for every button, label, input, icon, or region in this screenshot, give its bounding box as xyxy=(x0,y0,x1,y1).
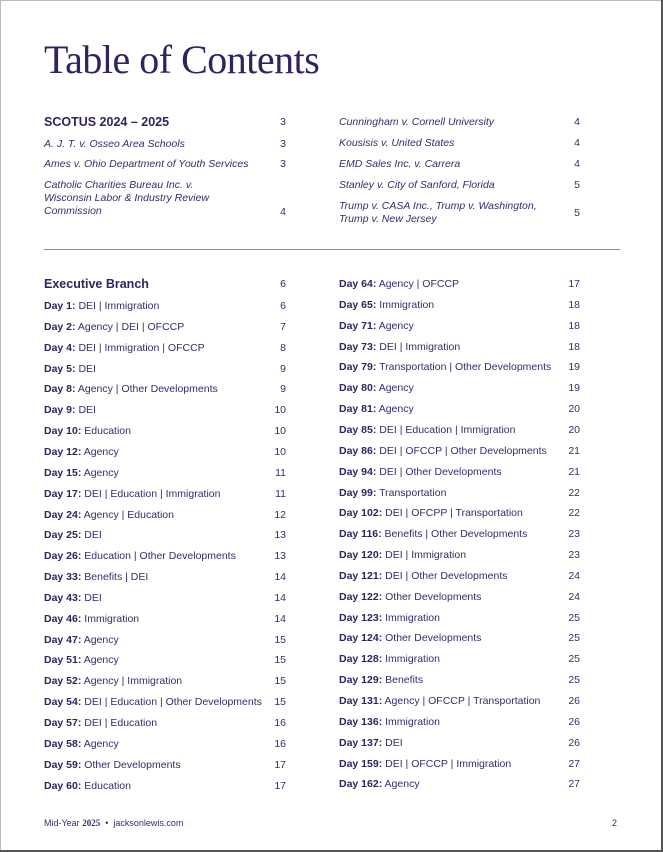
entry-topics: Agency xyxy=(83,654,119,667)
toc-entry-day[interactable] xyxy=(44,550,289,564)
entry-topics: DEI | Education | Immigration xyxy=(84,487,221,500)
entry-label xyxy=(44,300,159,313)
entry-topics: Agency | Immigration xyxy=(83,675,183,688)
footer-publication xyxy=(44,818,183,828)
section-divider xyxy=(44,249,620,250)
toc-entry-day[interactable] xyxy=(44,717,289,731)
footer-page-number: 2 xyxy=(612,818,618,828)
entry-page: 4 xyxy=(574,116,580,128)
entry-label xyxy=(339,632,481,645)
entry-day: Day 8: xyxy=(44,383,76,396)
entry-topics: DEI | Immigration | OFCCP xyxy=(78,341,205,354)
entry-page: 16 xyxy=(274,737,286,750)
toc-entry-day[interactable] xyxy=(44,675,289,689)
entry-day: Day 47: xyxy=(44,633,82,646)
entry-page: 13 xyxy=(274,550,286,563)
entry-topics: Education xyxy=(84,779,131,792)
entry-day: Day 58: xyxy=(44,737,82,750)
entry-day: Day 120: xyxy=(339,549,383,562)
entry-page: 23 xyxy=(568,549,580,562)
entry-day: Day 52: xyxy=(44,675,82,688)
entry-label: Kousisis v. United States xyxy=(339,137,455,149)
entry-topics: Agency xyxy=(378,382,414,395)
toc-entry-day[interactable] xyxy=(339,674,584,688)
entry-page: 16 xyxy=(274,717,286,729)
entry-page: 15 xyxy=(274,696,286,709)
entry-topics: Immigration xyxy=(385,715,440,728)
entry-day: Day 137: xyxy=(339,736,383,749)
toc-entry-day[interactable] xyxy=(339,299,584,313)
entry-page: 10 xyxy=(274,445,286,458)
toc-entry-day[interactable] xyxy=(339,424,584,438)
entry-topics: Other Developments xyxy=(385,632,482,645)
entry-page: 25 xyxy=(568,632,580,645)
entry-topics: DEI | Immigration xyxy=(385,549,467,562)
entry-page: 10 xyxy=(274,404,286,417)
entry-topics: Agency | OFCCP | Transportation xyxy=(384,695,541,707)
toc-entry-day[interactable] xyxy=(44,613,289,627)
entry-page: 8 xyxy=(280,341,286,354)
entry-page: 19 xyxy=(568,361,580,374)
entry-label xyxy=(44,654,119,667)
footer-year: 2025 xyxy=(82,818,101,828)
entry-label xyxy=(339,445,547,458)
entry-page: 20 xyxy=(568,423,580,436)
toc-entry[interactable] xyxy=(44,158,289,172)
entry-label xyxy=(44,675,182,688)
entry-day: Day 57: xyxy=(44,717,82,729)
entry-day: Day 1: xyxy=(44,300,76,312)
entry-day: Day 128: xyxy=(339,653,383,666)
toc-entry-day[interactable] xyxy=(44,383,289,397)
toc-entry-day[interactable] xyxy=(339,778,584,792)
footer-site-link[interactable]: jacksonlewis.com xyxy=(113,818,184,828)
entry-topics: Transportation xyxy=(379,486,447,499)
toc-entry-day[interactable] xyxy=(44,488,289,502)
entry-page: 27 xyxy=(568,778,580,791)
entry-day: Day 73: xyxy=(339,340,377,353)
toc-entry-day[interactable] xyxy=(339,487,584,501)
entry-page: 24 xyxy=(568,569,580,582)
entry-day: Day 17: xyxy=(44,487,82,500)
entry-page: 25 xyxy=(568,674,580,687)
entry-page: 18 xyxy=(568,340,580,353)
entry-day: Day 85: xyxy=(339,423,377,436)
entry-topics: DEI | Education | Other Developments xyxy=(84,696,262,709)
entry-page: 21 xyxy=(568,444,580,457)
entry-page: 10 xyxy=(274,425,286,438)
toc-entry-day[interactable] xyxy=(339,528,584,542)
entry-day: Day 99: xyxy=(339,486,377,499)
entry-page: 9 xyxy=(280,362,286,375)
entry-label xyxy=(44,759,181,772)
toc-entry[interactable] xyxy=(339,158,584,172)
entry-topics: DEI xyxy=(78,404,96,417)
entry-page: 4 xyxy=(280,206,286,218)
entry-topics: Immigration xyxy=(379,298,435,311)
toc-entry[interactable] xyxy=(339,116,584,130)
entry-label xyxy=(339,320,414,333)
toc-entry-day[interactable] xyxy=(339,758,584,772)
entry-label xyxy=(44,613,139,626)
entry-topics: Agency xyxy=(83,445,119,458)
entry-label: Catholic Charities Bureau Inc. v. Wisconsin Labor & Industry Review Commission xyxy=(44,179,210,217)
entry-label xyxy=(44,363,96,376)
entry-label xyxy=(44,467,119,480)
entry-label xyxy=(339,424,515,437)
entry-day: Day 64: xyxy=(339,278,377,290)
entry-topics: Agency xyxy=(378,319,414,332)
toc-entry-day[interactable] xyxy=(44,696,289,710)
entry-label xyxy=(44,321,184,334)
entry-page: 25 xyxy=(568,611,580,624)
entry-day: Day 124: xyxy=(339,632,383,645)
entry-label xyxy=(44,696,262,709)
entry-page: 4 xyxy=(574,158,580,170)
entry-label xyxy=(339,549,466,562)
entry-day: Day 131: xyxy=(339,695,383,707)
entry-day: Day 159: xyxy=(339,757,383,770)
entry-label xyxy=(339,591,481,604)
entry-label xyxy=(339,341,460,354)
entry-topics: DEI xyxy=(385,736,403,749)
entry-label xyxy=(339,507,523,520)
entry-day: Day 79: xyxy=(339,361,377,374)
footer-separator: • xyxy=(105,818,109,828)
entry-label xyxy=(44,634,119,647)
toc-entry-day[interactable] xyxy=(339,716,584,730)
toc-entry-day[interactable] xyxy=(339,278,584,292)
toc-entry-day[interactable] xyxy=(339,570,584,584)
entry-label: A. J. T. v. Osseo Area Schools xyxy=(44,138,185,150)
toc-entry-day[interactable] xyxy=(44,467,289,481)
entry-page: 21 xyxy=(568,465,580,478)
entry-topics: DEI | OFCCP | Immigration xyxy=(385,757,512,770)
entry-day: Day 26: xyxy=(44,550,82,563)
entry-day: Day 65: xyxy=(339,298,377,311)
entry-topics: Agency xyxy=(384,778,420,791)
toc-entry[interactable] xyxy=(44,179,289,221)
toc-section-scotus[interactable] xyxy=(44,116,289,132)
toc-entry-day[interactable] xyxy=(339,382,584,396)
entry-topics: DEI | Other Developments xyxy=(385,569,508,582)
toc-section-executive-branch[interactable] xyxy=(44,278,289,294)
toc-entry[interactable] xyxy=(339,179,584,193)
entry-page: 19 xyxy=(568,382,580,395)
entry-topics: DEI | OFCPP | Transportation xyxy=(385,507,523,520)
section-page: 6 xyxy=(280,278,286,290)
entry-topics: Benefits | Other Developments xyxy=(384,528,528,541)
entry-label xyxy=(44,717,157,730)
entry-label xyxy=(44,550,236,563)
entry-topics: Agency xyxy=(378,403,414,416)
entry-label xyxy=(339,403,414,416)
entry-day: Day 2: xyxy=(44,320,76,333)
entry-page: 17 xyxy=(274,779,286,792)
entry-day: Day 51: xyxy=(44,654,82,667)
entry-page: 13 xyxy=(274,529,286,542)
entry-page: 23 xyxy=(568,528,580,541)
entry-topics: DEI | Immigration xyxy=(78,300,160,312)
toc-entry-day[interactable] xyxy=(339,653,584,667)
entry-label xyxy=(339,737,403,750)
entry-topics: Agency | Education xyxy=(83,508,174,521)
section-page: 3 xyxy=(280,116,286,128)
entry-day: Day 46: xyxy=(44,612,82,625)
entry-topics: Education | Other Developments xyxy=(84,550,236,563)
entry-page: 3 xyxy=(280,158,286,170)
toc-entry-day[interactable] xyxy=(44,321,289,335)
entry-topics: Benefits xyxy=(385,674,424,687)
entry-label xyxy=(339,487,446,500)
entry-topics: Agency | DEI | OFCCP xyxy=(77,320,185,333)
toc-entry-day[interactable] xyxy=(339,591,584,605)
entry-day: Day 43: xyxy=(44,591,82,604)
toc-entry-day[interactable] xyxy=(44,592,289,606)
entry-label xyxy=(44,738,119,751)
entry-page: 15 xyxy=(274,633,286,646)
entry-label xyxy=(44,509,174,522)
entry-topics: DEI xyxy=(78,362,96,375)
entry-page: 22 xyxy=(568,486,580,499)
entry-topics: Agency | Other Developments xyxy=(77,383,218,396)
entry-page: 14 xyxy=(274,571,286,584)
toc-entry-day[interactable] xyxy=(44,425,289,439)
toc-entry-day[interactable] xyxy=(44,738,289,752)
entry-page: 6 xyxy=(280,300,286,312)
toc-entry-day[interactable] xyxy=(339,507,584,521)
entry-day: Day 81: xyxy=(339,403,377,416)
entry-day: Day 15: xyxy=(44,466,82,479)
toc-entry-day[interactable] xyxy=(44,654,289,668)
entry-day: Day 102: xyxy=(339,507,383,520)
entry-label xyxy=(44,529,102,542)
entry-day: Day 86: xyxy=(339,444,377,457)
toc-entry-day[interactable] xyxy=(339,445,584,459)
entry-day: Day 116: xyxy=(339,528,382,541)
entry-page: 18 xyxy=(568,319,580,332)
entry-topics: DEI | Immigration xyxy=(379,340,461,353)
entry-day: Day 80: xyxy=(339,382,377,395)
toc-entry-day[interactable] xyxy=(339,320,584,334)
entry-day: Day 94: xyxy=(339,465,377,478)
entry-topics: Immigration xyxy=(385,653,440,666)
entry-day: Day 5: xyxy=(44,362,76,375)
entry-day: Day 33: xyxy=(44,571,82,584)
entry-topics: DEI xyxy=(84,529,102,542)
entry-label xyxy=(339,695,540,708)
entry-label xyxy=(44,342,205,355)
page-title: Table of Contents xyxy=(44,37,320,82)
toc-entry[interactable] xyxy=(339,200,584,228)
entry-label xyxy=(339,612,440,625)
entry-page: 3 xyxy=(280,138,286,150)
toc-entry-day[interactable] xyxy=(339,695,584,709)
entry-label xyxy=(44,592,102,605)
toc-entry-day[interactable] xyxy=(44,571,289,585)
entry-topics: DEI xyxy=(84,591,102,604)
entry-day: Day 123: xyxy=(339,611,383,624)
entry-label xyxy=(339,778,420,791)
toc-entry-day[interactable] xyxy=(44,300,289,314)
entry-label: Trump v. CASA Inc., Trump v. Washington, Trump v. New Jersey xyxy=(339,200,537,225)
entry-page: 15 xyxy=(274,654,286,667)
entry-page: 5 xyxy=(574,179,580,191)
entry-topics: Other Developments xyxy=(84,758,181,771)
entry-page: 26 xyxy=(568,736,580,749)
entry-topics: DEI | Education | Immigration xyxy=(379,423,516,436)
toc-entry[interactable] xyxy=(44,138,289,152)
entry-label xyxy=(44,780,131,793)
entry-page: 11 xyxy=(275,487,286,500)
entry-topics: DEI | Other Developments xyxy=(379,465,502,478)
toc-entry-day[interactable] xyxy=(44,759,289,773)
toc-entry-day[interactable] xyxy=(44,509,289,523)
entry-page: 25 xyxy=(568,653,580,666)
entry-topics: DEI | OFCCP | Other Developments xyxy=(379,444,547,457)
entry-label: Stanley v. City of Sanford, Florida xyxy=(339,179,495,191)
entry-label xyxy=(339,278,459,291)
entry-label xyxy=(339,653,440,666)
entry-label xyxy=(339,466,502,479)
entry-label xyxy=(339,299,434,312)
entry-page: 24 xyxy=(568,590,580,603)
entry-topics: Transportation | Other Developments xyxy=(379,361,552,374)
entry-day: Day 60: xyxy=(44,779,82,792)
entry-page: 4 xyxy=(574,137,580,149)
section-label: Executive Branch xyxy=(44,277,149,291)
toc-entry-day[interactable] xyxy=(339,466,584,480)
toc-entry-day[interactable] xyxy=(339,361,584,375)
entry-page: 18 xyxy=(568,298,580,311)
entry-day: Day 25: xyxy=(44,529,82,542)
entry-label xyxy=(339,361,551,374)
entry-label xyxy=(339,528,527,541)
entry-label xyxy=(339,758,511,771)
entry-topics: Immigration xyxy=(385,611,440,624)
entry-topics: DEI | Education xyxy=(84,717,158,729)
entry-label xyxy=(44,571,148,584)
entry-day: Day 162: xyxy=(339,778,383,791)
entry-label: Ames v. Ohio Department of Youth Services xyxy=(44,158,249,170)
entry-day: Day 10: xyxy=(44,425,82,438)
entry-page: 9 xyxy=(280,383,286,396)
entry-day: Day 129: xyxy=(339,674,383,687)
toc-entry[interactable] xyxy=(339,137,584,151)
entry-day: Day 136: xyxy=(339,715,383,728)
entry-day: Day 24: xyxy=(44,508,82,521)
entry-label: Cunningham v. Cornell University xyxy=(339,116,495,128)
toc-entry-day[interactable] xyxy=(339,612,584,626)
entry-page: 12 xyxy=(274,508,286,521)
entry-day: Day 71: xyxy=(339,319,377,332)
toc-entry-day[interactable] xyxy=(339,632,584,646)
entry-page: 7 xyxy=(280,320,286,333)
entry-label xyxy=(44,488,220,501)
entry-page: 22 xyxy=(568,507,580,520)
entry-day: Day 121: xyxy=(339,569,383,582)
entry-label xyxy=(44,425,131,438)
entry-page: 5 xyxy=(574,207,580,219)
entry-page: 20 xyxy=(568,403,580,416)
footer-prefix: Mid-Year xyxy=(44,818,80,828)
entry-day: Day 12: xyxy=(44,445,82,458)
toc-entry-day[interactable] xyxy=(339,737,584,751)
entry-page: 15 xyxy=(274,675,286,688)
toc-entry-day[interactable] xyxy=(44,404,289,418)
entry-day: Day 4: xyxy=(44,341,76,354)
entry-label xyxy=(339,382,414,395)
entry-page: 17 xyxy=(274,758,286,771)
entry-page: 17 xyxy=(568,278,580,290)
toc-entry-day[interactable] xyxy=(339,403,584,417)
section-label: SCOTUS 2024 – 2025 xyxy=(44,115,170,129)
entry-page: 11 xyxy=(275,466,286,479)
toc-entry-day[interactable] xyxy=(44,342,289,356)
entry-topics: Other Developments xyxy=(385,590,482,603)
entry-page: 14 xyxy=(274,591,286,604)
entry-topics: Agency xyxy=(83,737,119,750)
entry-topics: Immigration xyxy=(84,612,140,625)
entry-day: Day 54: xyxy=(44,696,82,709)
entry-page: 14 xyxy=(274,612,286,625)
toc-entry-day[interactable] xyxy=(44,446,289,460)
entry-label xyxy=(339,674,423,687)
entry-page: 26 xyxy=(568,715,580,728)
entry-topics: Benefits | DEI xyxy=(84,571,149,584)
toc-entry-day[interactable] xyxy=(44,634,289,648)
entry-page: 26 xyxy=(568,695,580,707)
toc-entry-day[interactable] xyxy=(339,549,584,563)
entry-label xyxy=(339,570,508,583)
entry-label xyxy=(44,383,218,396)
toc-entry-day[interactable] xyxy=(44,780,289,794)
entry-topics: Agency xyxy=(83,466,119,479)
toc-entry-day[interactable] xyxy=(44,363,289,377)
entry-page: 27 xyxy=(568,757,580,770)
entry-label: EMD Sales Inc. v. Carrera xyxy=(339,158,461,170)
entry-day: Day 9: xyxy=(44,404,76,417)
entry-day: Day 122: xyxy=(339,590,383,603)
toc-entry-day[interactable] xyxy=(339,341,584,355)
entry-day: Day 59: xyxy=(44,758,82,771)
entry-label xyxy=(44,446,119,459)
entry-label xyxy=(339,716,440,729)
entry-label xyxy=(44,404,96,417)
toc-entry-day[interactable] xyxy=(44,529,289,543)
entry-topics: Agency xyxy=(83,633,119,646)
entry-topics: Agency | OFCCP xyxy=(378,278,460,290)
entry-topics: Education xyxy=(84,425,131,438)
